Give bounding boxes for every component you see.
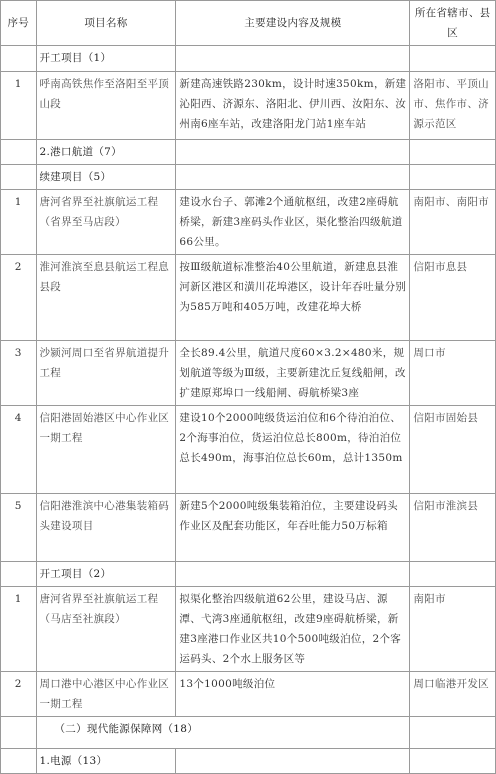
- section-row: [1, 562, 496, 587]
- row-no: 3: [1, 341, 37, 406]
- section-content-cell: [176, 46, 410, 72]
- table-body: [1, 46, 496, 774]
- project-region: 洛阳市、平顶山市、焦作市、济源示范区: [410, 72, 496, 140]
- table-row: [1, 72, 496, 140]
- section-no-cell: [1, 749, 37, 774]
- section-title: 1.电源（13）: [36, 749, 176, 774]
- row-no: 2: [1, 672, 37, 717]
- project-content: 建设10个2000吨级货运泊位和6个待泊泊位、2个海事泊位，货运泊位总长800m，待泊泊位总长490m，海事泊位总长60m，总计1350m: [176, 406, 410, 494]
- header-content: 主要建设内容及规模: [176, 1, 410, 46]
- section-region-cell: [410, 46, 496, 72]
- project-content: 建设水台子、郭滩2个通航枢纽，改建2座碍航桥梁，新建3座码头作业区，渠化整治四级航道66公里。: [176, 190, 410, 255]
- header-project-name: 项目名称: [36, 1, 176, 46]
- project-name: 呼南高铁焦作至洛阳至平顶山段: [36, 72, 176, 140]
- row-no: 4: [1, 406, 37, 494]
- section-no-cell: [1, 46, 37, 72]
- row-no: 2: [1, 255, 37, 341]
- project-content: 13个1000吨级泊位: [176, 672, 410, 717]
- section-row: [1, 749, 496, 774]
- row-no: 1: [1, 190, 37, 255]
- section-row: [1, 165, 496, 190]
- section-region-cell: [410, 717, 496, 749]
- table-row: [1, 255, 496, 341]
- project-region: 信阳市淮滨县: [410, 494, 496, 562]
- project-region: 信阳市息县: [410, 255, 496, 341]
- table-header-row: [1, 1, 496, 46]
- header-no: 序号: [1, 1, 37, 46]
- section-region-cell: [410, 749, 496, 774]
- project-region: 南阳市、南阳市: [410, 190, 496, 255]
- project-region: 南阳市: [410, 587, 496, 672]
- section-no-cell: [1, 140, 37, 165]
- section-title: （二）现代能源保障网（18）: [36, 717, 410, 749]
- project-content: 按Ⅲ级航道标准整治40公里航道，新建息县淮河新区港区和潢川花埠港区，设计年吞吐量分别为585万吨和405万吨，改建花埠大桥: [176, 255, 410, 341]
- table-row: [1, 341, 496, 406]
- project-content: 拟渠化整治四级航道62公里，建设马店、源潭、弋湾3座通航枢纽，改建9座碍航桥梁，新建3座港口作业区共10个500吨级泊位，2个客运码头、2个水上服务区等: [176, 587, 410, 672]
- table-row: [1, 587, 496, 672]
- table-row: [1, 494, 496, 562]
- project-content: 新建5个2000吨级集装箱泊位，主要建设码头作业区及配套功能区，年吞吐能力50万标箱: [176, 494, 410, 562]
- project-content: 新建高速铁路230km，设计时速350km，新建沁阳西、济源东、洛阳北、伊川西、汝阳东、汝州南6座车站，改建洛阳龙门站1座车站: [176, 72, 410, 140]
- project-region: 周口市: [410, 341, 496, 406]
- section-content-cell: [176, 165, 410, 190]
- project-name: 信阳港固始港区中心作业区一期工程: [36, 406, 176, 494]
- section-title: 开工项目（1）: [36, 46, 176, 72]
- row-no: 1: [1, 587, 37, 672]
- section-region-cell: [410, 562, 496, 587]
- section-row: [1, 717, 496, 749]
- section-title: 2.港口航道（7）: [36, 140, 176, 165]
- section-no-cell: [1, 717, 37, 749]
- project-name: 信阳港淮滨中心港集装箱码头建设项目: [36, 494, 176, 562]
- section-row: [1, 140, 496, 165]
- project-region: 周口临港开发区: [410, 672, 496, 717]
- table-row: [1, 190, 496, 255]
- project-name: 淮河淮滨至息县航运工程息县段: [36, 255, 176, 341]
- project-name: 沙颍河周口至省界航道提升工程: [36, 341, 176, 406]
- row-no: 1: [1, 72, 37, 140]
- header-region: 所在省辖市、县区: [410, 1, 496, 46]
- table-row: [1, 406, 496, 494]
- section-row: [1, 46, 496, 72]
- section-title: 开工项目（2）: [36, 562, 176, 587]
- section-region-cell: [410, 165, 496, 190]
- section-content-cell: [176, 749, 410, 774]
- project-name: 唐河省界至社旗航运工程（马店至社旗段）: [36, 587, 176, 672]
- project-name: 唐河省界至社旗航运工程（省界至马店段）: [36, 190, 176, 255]
- section-content-cell: [176, 562, 410, 587]
- section-no-cell: [1, 562, 37, 587]
- project-content: 全长89.4公里，航道尺度60×3.2×480米，规划航道等级为Ⅲ级，主要新建沈丘复线船闸，改扩建原郑埠口一线船闸、碍航桥梁3座: [176, 341, 410, 406]
- section-content-cell: [176, 140, 410, 165]
- project-region: 信阳市固始县: [410, 406, 496, 494]
- section-title: 续建项目（5）: [36, 165, 176, 190]
- project-name: 周口港中心港区中心作业区一期工程: [36, 672, 176, 717]
- table-row: [1, 672, 496, 717]
- section-no-cell: [1, 165, 37, 190]
- section-region-cell: [410, 140, 496, 165]
- row-no: 5: [1, 494, 37, 562]
